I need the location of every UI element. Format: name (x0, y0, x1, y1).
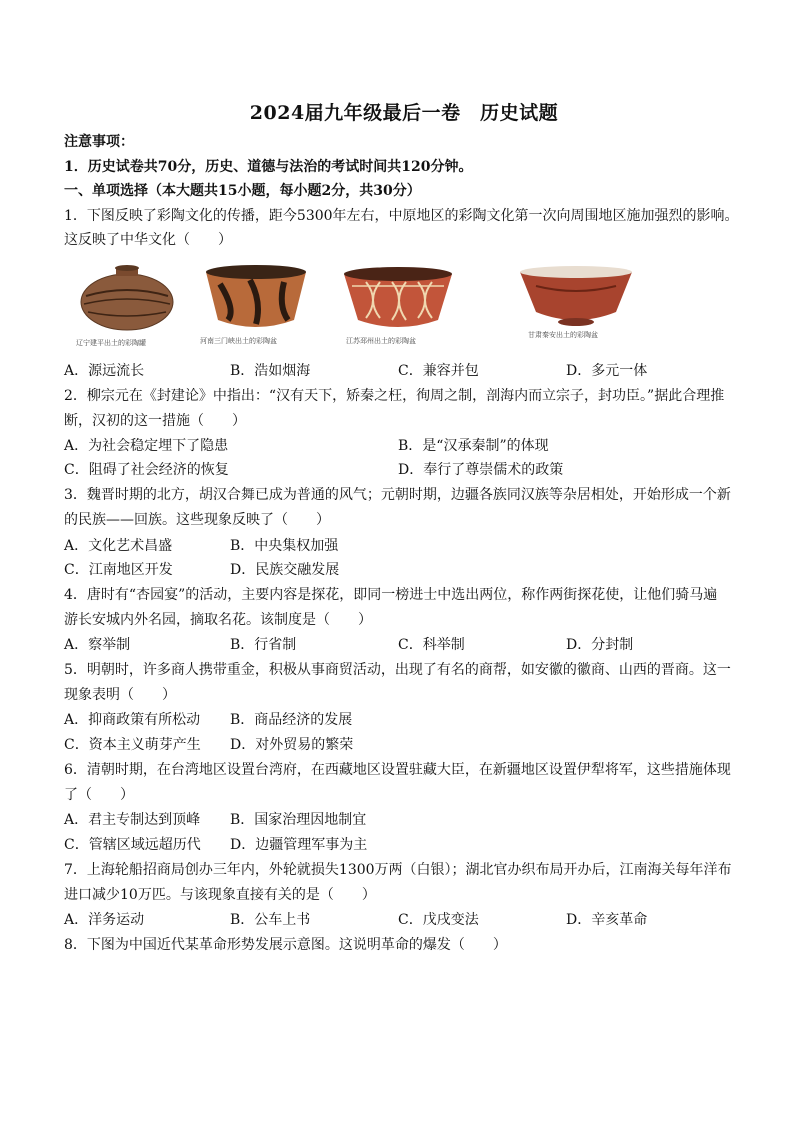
question-4-option-b[interactable]: B．行省制 (230, 637, 297, 653)
question-6-option-d[interactable]: D．边疆管理军事为主 (230, 837, 368, 853)
question-3-option-d[interactable]: D．民族交融发展 (230, 562, 340, 578)
question-3-options-row-1 (64, 537, 744, 555)
question-3-option-c[interactable]: C．江南地区开发 (64, 562, 173, 578)
question-1-option-c[interactable]: C．兼容并包 (398, 363, 479, 379)
notice-heading: 注意事项： (64, 134, 134, 150)
question-1-line-2: 这反映了中华文化（ ） (64, 232, 232, 248)
pottery-caption-2: 河南三门峡出土的彩陶盆 (200, 337, 277, 345)
notice-item-1: 1．历史试卷共70分，历史、道德与法治的考试时间共120分钟。 (64, 159, 473, 175)
question-7-options (64, 911, 744, 929)
question-4-options (64, 636, 744, 654)
question-5-options-row-1 (64, 711, 744, 729)
question-7-line-2: 进口减少10万匹。与该现象直接有关的是（ ） (64, 887, 376, 903)
question-5-option-c[interactable]: C．资本主义萌芽产生 (64, 737, 201, 753)
question-2-option-d[interactable]: D．奉行了尊崇儒术的政策 (398, 462, 564, 478)
question-6-option-a[interactable]: A．君主专制达到顶峰 (64, 812, 201, 828)
question-3-line-1: 3．魏晋时期的北方，胡汉合舞已成为普通的风气；元朝时期，边疆各族同汉族等杂居相处，开始形成一个新 (64, 487, 731, 503)
question-4-option-a[interactable]: A．察举制 (64, 637, 131, 653)
question-2-option-c[interactable]: C．阻碍了社会经济的恢复 (64, 462, 229, 478)
question-4-line-2: 游长安城内外名园，摘取名花。该制度是（ ） (64, 612, 372, 628)
page-title: 2024届九年级最后一卷 历史试题 (249, 102, 559, 124)
question-7-option-a[interactable]: A．洋务运动 (64, 912, 145, 928)
question-3-line-2: 的民族——回族。这些现象反映了（ ） (64, 512, 330, 528)
question-8-line-1: 8．下图为中国近代某革命形势发展示意图。这说明革命的爆发（ ） (64, 937, 507, 953)
question-7-option-c[interactable]: C．戊戌变法 (398, 912, 479, 928)
question-6-options-row-2 (64, 836, 744, 854)
question-4-line-1: 4．唐时有“杏园宴”的活动，主要内容是探花，即同一榜进士中选出两位，称作两街探花使，让他们骑马遍 (64, 587, 718, 603)
question-1-option-a[interactable]: A．源远流长 (64, 363, 145, 379)
question-5-line-2: 现象表明（ ） (64, 687, 176, 703)
question-6-options-row-1 (64, 811, 744, 829)
question-3-options-row-2 (64, 561, 744, 579)
question-4-option-d[interactable]: D．分封制 (566, 637, 634, 653)
question-6-option-b[interactable]: B．国家治理因地制宜 (230, 812, 367, 828)
question-3-option-b[interactable]: B．中央集权加强 (230, 538, 339, 554)
question-7-option-b[interactable]: B．公车上书 (230, 912, 311, 928)
question-5-option-d[interactable]: D．对外贸易的繁荣 (230, 737, 354, 753)
question-5-line-1: 5．明朝时，许多商人携带重金，积极从事商贸活动，出现了有名的商帮，如安徽的徽商、山西的晋商。这一 (64, 662, 731, 678)
section-heading: 一、单项选择（本大题共15小题，每小题2分，共30分） (64, 183, 421, 199)
question-2-option-a[interactable]: A．为社会稳定埋下了隐患 (64, 438, 229, 454)
question-1-line-1: 1．下图反映了彩陶文化的传播，距今5300年左右，中原地区的彩陶文化第一次向周围地区施加强烈的影响。 (64, 208, 739, 224)
pottery-bowl-image-3 (516, 262, 636, 334)
question-2-line-2: 断，汉初的这一措施（ ） (64, 413, 246, 429)
question-3-option-a[interactable]: A．文化艺术昌盛 (64, 538, 173, 554)
question-6-line-1: 6．清朝时期，在台湾地区设置台湾府，在西藏地区设置驻藏大臣，在新疆地区设置伊犁将军，这些措施体现 (64, 762, 731, 778)
question-2-line-1: 2．柳宗元在《封建论》中指出：“汉有天下，矫秦之枉，徇周之制，剖海内而立宗子，封功臣。”据此合理推 (64, 388, 725, 404)
question-5-option-b[interactable]: B．商品经济的发展 (230, 712, 353, 728)
pottery-bowl-image-1 (200, 262, 312, 334)
question-6-option-c[interactable]: C．管辖区域远超历代 (64, 837, 201, 853)
question-1-option-b[interactable]: B．浩如烟海 (230, 363, 311, 379)
question-6-line-2: 了（ ） (64, 787, 134, 803)
question-5-options-row-2 (64, 736, 744, 754)
pottery-caption-1: 辽宁建平出土的彩陶罐 (76, 339, 146, 347)
pottery-figure (64, 262, 744, 352)
question-7-line-1: 7．上海轮船招商局创办三年内，外轮就损失1300万两（白银）；湖北官办织布局开办后，江南海关每年洋布 (64, 862, 732, 878)
pottery-bowl-image-2 (338, 262, 458, 334)
question-2-option-b[interactable]: B．是“汉承秦制”的体现 (398, 438, 549, 454)
pottery-jar-image (72, 262, 182, 334)
question-7-option-d[interactable]: D．辛亥革命 (566, 912, 648, 928)
question-2-options-row-2 (64, 461, 744, 479)
question-1-options (64, 362, 744, 380)
question-2-options-row-1 (64, 437, 744, 455)
pottery-caption-4: 甘肃秦安出土的彩陶盆 (528, 331, 598, 339)
question-4-option-c[interactable]: C．科举制 (398, 637, 465, 653)
question-1-option-d[interactable]: D．多元一体 (566, 363, 648, 379)
pottery-caption-3: 江苏邳州出土的彩陶盆 (346, 337, 416, 345)
question-5-option-a[interactable]: A．抑商政策有所松动 (64, 712, 201, 728)
